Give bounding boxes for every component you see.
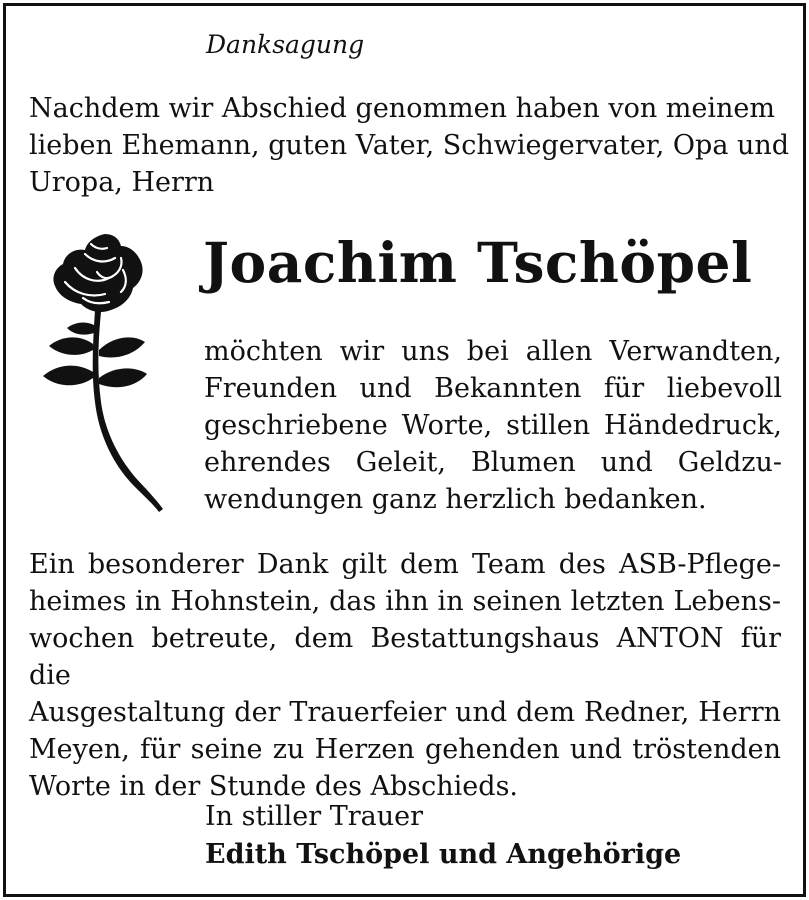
thanks-line: möchten wir uns bei allen Verwandten,: [204, 336, 782, 367]
thanks-line: geschriebene Worte, stillen Händedruck,: [204, 410, 782, 441]
thanks-paragraph: [204, 333, 782, 518]
special-thanks-paragraph: [29, 546, 781, 805]
signature: Edith Tschöpel und Angehörige: [205, 839, 682, 870]
special-thanks-line: heimes in Hohnstein, das ihn in seinen letzten Lebens-: [29, 586, 781, 617]
special-thanks-line: Worte in der Stunde des Abschieds.: [29, 771, 519, 802]
rose-icon: [35, 232, 175, 517]
thanks-line: wendungen ganz herzlich bedanken.: [204, 484, 707, 515]
special-thanks-line: Meyen, für seine zu Herzen gehenden und tröstenden: [29, 734, 781, 765]
intro-paragraph: [29, 90, 789, 201]
deceased-name: Joachim Tschöpel: [203, 230, 753, 295]
closing-phrase: In stiller Trauer: [205, 801, 424, 832]
intro-line: Nachdem wir Abschied genommen haben von meinem: [29, 93, 775, 124]
thanks-line: Freunden und Bekannten für liebevoll: [204, 373, 782, 404]
intro-line: lieben Ehemann, guten Vater, Schwiegervater, Opa und: [29, 130, 790, 161]
intro-line: Uropa, Herrn: [29, 167, 215, 198]
special-thanks-line: wochen betreute, dem Bestattungshaus ANTON für die: [29, 623, 781, 691]
special-thanks-line: Ein besonderer Dank gilt dem Team des ASB-Pflege-: [29, 549, 781, 580]
thanks-line: ehrendes Geleit, Blumen und Geldzu-: [204, 447, 782, 478]
special-thanks-line: Ausgestaltung der Trauerfeier und dem Redner, Herrn: [29, 697, 781, 728]
notice-heading: Danksagung: [206, 30, 365, 59]
